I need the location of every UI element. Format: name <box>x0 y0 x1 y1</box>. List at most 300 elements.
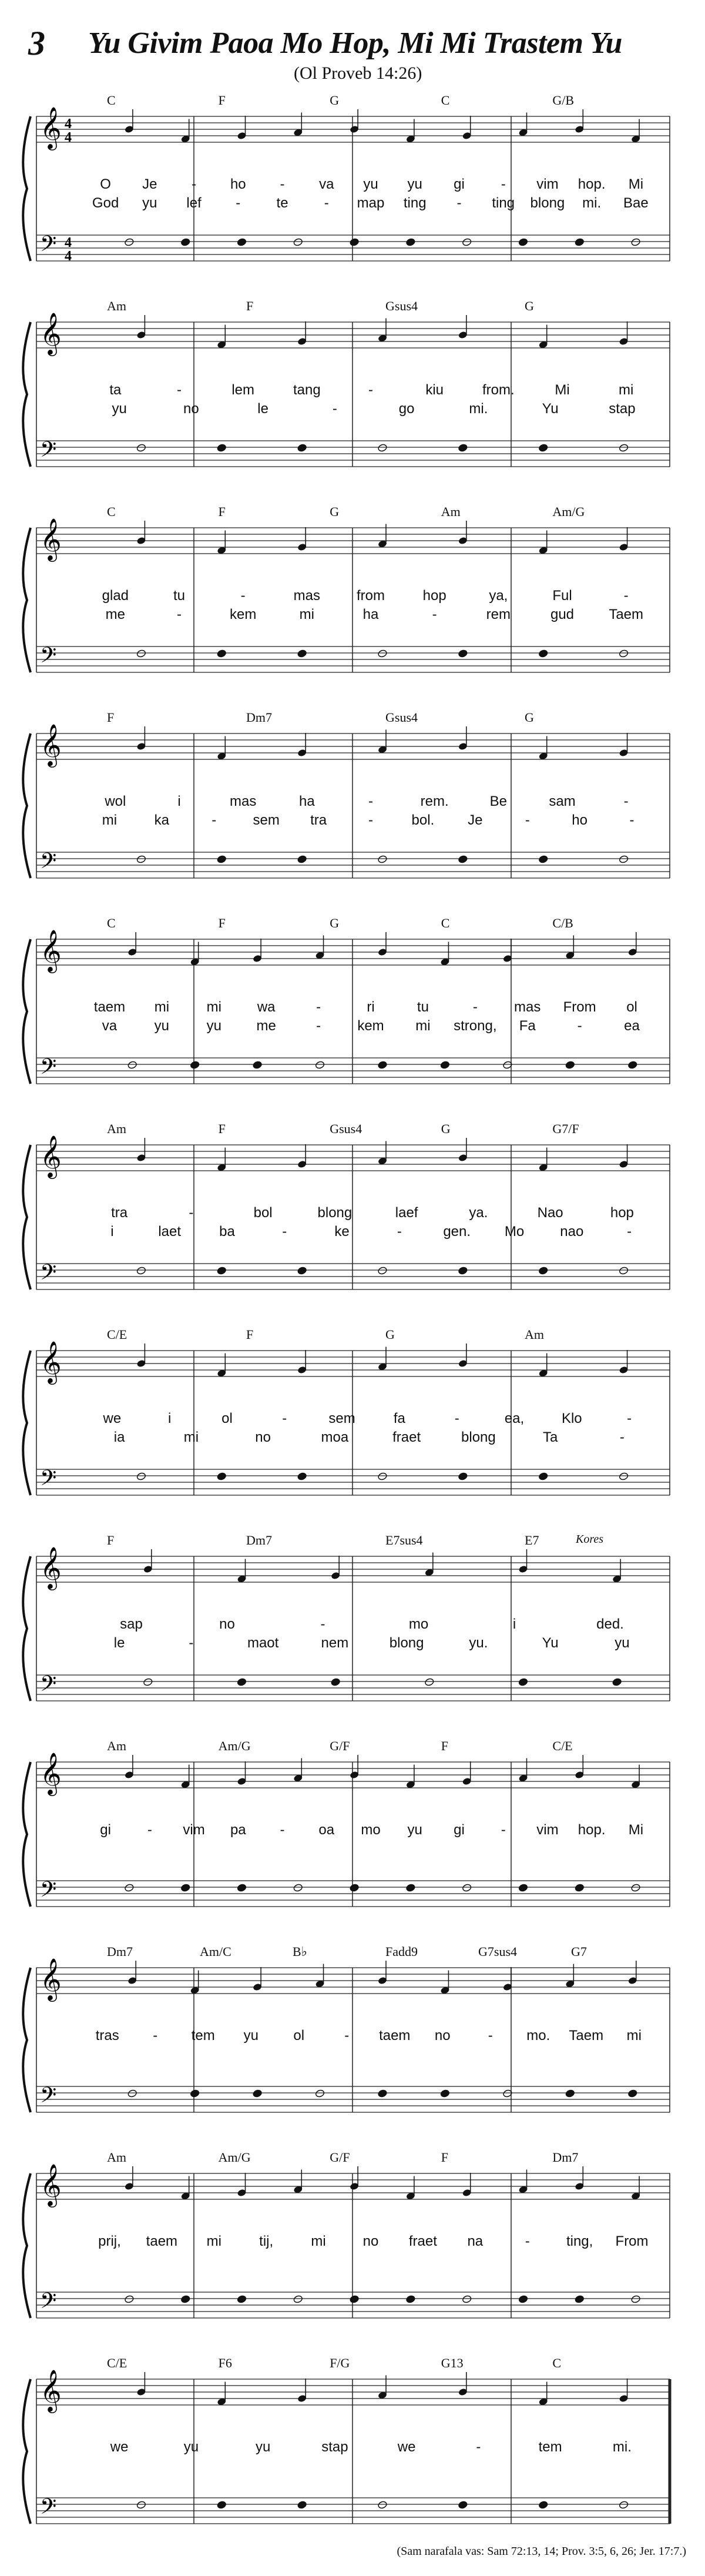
lyric-verse-2: - <box>577 1018 582 1034</box>
lyric-verse-2: Yu <box>542 1635 559 1651</box>
lyric-verse-1: From <box>615 2233 649 2249</box>
lyric-verse-1: gi <box>454 176 465 192</box>
chord-symbol: Am/G <box>218 1738 251 1753</box>
lyric-verse-2: strong, <box>454 1018 497 1034</box>
lyric-verse-1: O <box>100 176 111 192</box>
note-head <box>297 649 307 658</box>
lyric-verse-2: va <box>102 1018 118 1034</box>
chord-symbol: F <box>246 299 254 313</box>
lyric-verse-1: Mi <box>628 176 644 192</box>
staff-lines <box>0 294 705 500</box>
lyric-verse-1: - <box>368 382 373 398</box>
note-head <box>297 1472 307 1481</box>
note-head <box>237 1884 247 1892</box>
lyric-verse-1: ta <box>109 382 122 398</box>
chord-symbol: Dm7 <box>552 2150 579 2165</box>
lyric-verse-2: maot <box>247 1635 279 1651</box>
chord-symbol: G7sus4 <box>478 1944 518 1959</box>
chord-symbol: G <box>525 299 534 313</box>
lyric-verse-2: i <box>110 1224 114 1240</box>
chord-symbol: E7sus4 <box>385 1533 423 1547</box>
lyric-verse-1: tra <box>111 1205 128 1221</box>
lyric-verse-2: map <box>357 195 385 211</box>
lyric-verse-2: God <box>92 195 119 211</box>
note-head <box>565 1061 575 1070</box>
chord-symbol: F <box>107 1533 115 1547</box>
chord-symbol: Am <box>107 1121 126 1136</box>
lyric-verse-1: gi <box>454 1822 465 1838</box>
note-head <box>315 2089 325 2098</box>
note-head <box>458 1267 468 1275</box>
note-head <box>350 238 360 247</box>
note-head <box>538 1472 548 1481</box>
lyric-verse-1: Klo <box>561 1411 582 1426</box>
lyric-verse-1: sam <box>549 793 576 809</box>
note-head <box>378 1061 388 1070</box>
note-head <box>619 1472 629 1481</box>
chord-symbol: Dm7 <box>107 1944 133 1959</box>
note-head <box>424 1678 434 1687</box>
lyric-verse-2: yu <box>154 1018 170 1034</box>
note-head <box>565 2089 575 2098</box>
bass-clef-icon: 𝄢 <box>40 2494 57 2524</box>
lyric-verse-2: ting <box>403 195 427 211</box>
note-head <box>315 1061 325 1070</box>
lyric-verse-2: - <box>456 195 462 211</box>
lyric-verse-1: mo <box>408 1616 429 1632</box>
chord-symbol: C <box>107 93 116 108</box>
lyric-verse-1: - <box>147 1822 152 1838</box>
lyric-verse-1: mas <box>293 588 320 604</box>
bass-clef-icon: 𝄢 <box>40 1260 57 1290</box>
chord-symbol: G <box>330 93 340 108</box>
note-head <box>350 2295 360 2304</box>
score-system <box>0 911 705 1117</box>
note-head <box>378 1472 388 1481</box>
note-head <box>217 1472 227 1481</box>
note-head <box>217 1267 227 1275</box>
lyric-verse-2: gud <box>550 607 575 622</box>
lyric-verse-2: Mo <box>504 1224 525 1240</box>
lyric-verse-2: mi <box>183 1429 199 1445</box>
lyric-verse-1: mi <box>626 2028 642 2044</box>
lyric-verse-2: sem <box>253 812 280 828</box>
lyric-verse-1: ting, <box>566 2233 593 2249</box>
note-head <box>538 2501 548 2510</box>
lyric-verse-1: na <box>467 2233 484 2249</box>
lyric-verse-2: go <box>398 401 415 417</box>
note-head <box>217 649 227 658</box>
lyric-verse-1: we <box>103 1411 122 1426</box>
lyric-verse-1: - <box>320 1616 325 1632</box>
chord-symbol: F <box>246 1327 254 1342</box>
lyric-verse-1: ri <box>367 999 375 1015</box>
lyric-verse-2: - <box>525 812 530 828</box>
note-head <box>575 2295 585 2304</box>
lyric-verse-1: fa <box>393 1411 405 1426</box>
note-head <box>136 2501 146 2510</box>
lyric-verse-1: Mi <box>555 382 570 398</box>
note-head <box>127 2089 137 2098</box>
svg-text:4: 4 <box>65 249 72 264</box>
note-head <box>125 238 135 247</box>
lyric-verse-1: Ful <box>552 588 572 604</box>
lyric-verse-1: tij, <box>259 2233 274 2249</box>
chord-symbol: F/G <box>330 2356 350 2370</box>
lyric-verse-1: Be <box>489 793 508 809</box>
lyric-verse-1: ol <box>293 2028 305 2044</box>
note-head <box>619 2501 629 2510</box>
lyric-verse-1: Taem <box>569 2028 604 2044</box>
lyric-verse-2: me <box>105 607 125 622</box>
lyric-verse-2: mi <box>102 812 118 828</box>
chord-symbol: C <box>441 93 450 108</box>
lyric-verse-2: moa <box>321 1429 349 1445</box>
lyric-verse-2: ho <box>572 812 588 828</box>
score-system <box>0 1939 705 2145</box>
score-system <box>0 500 705 705</box>
chord-symbol: Dm7 <box>246 710 272 725</box>
lyric-verse-2: Taem <box>609 607 643 622</box>
note-head <box>538 444 548 453</box>
lyric-verse-1: - <box>280 176 285 192</box>
lyric-verse-1: - <box>476 2439 481 2455</box>
lyric-verse-2: - <box>368 812 373 828</box>
note-head <box>253 1061 263 1070</box>
lyric-verse-2: bol. <box>411 812 435 828</box>
lyric-verse-1: tem <box>191 2028 215 2044</box>
lyric-verse-1: mi <box>206 2233 221 2249</box>
lyric-verse-2: - <box>236 195 241 211</box>
lyric-verse-2: - <box>629 812 634 828</box>
bass-clef-icon: 𝄢 <box>40 2289 57 2319</box>
note-head <box>217 2501 227 2510</box>
chord-symbol: G <box>385 1327 395 1342</box>
lyric-verse-2: Yu <box>542 401 559 417</box>
chord-symbol: G <box>330 916 340 930</box>
lyric-verse-1: blong <box>317 1205 352 1221</box>
note-head <box>297 2501 307 2510</box>
lyric-verse-1: sap <box>120 1616 143 1632</box>
lyric-verse-1: - <box>454 1411 459 1426</box>
song-title: Yu Givim Paoa Mo Hop, Mi Mi Trastem Yu <box>88 26 622 60</box>
lyric-verse-1: wa <box>257 999 276 1015</box>
lyric-verse-1: pa <box>230 1822 246 1838</box>
chord-symbol: F <box>107 710 115 725</box>
chord-symbol: Fadd9 <box>385 1944 418 1959</box>
lyric-verse-2: gen. <box>443 1224 471 1240</box>
lyric-verse-1: ha <box>298 793 315 809</box>
lyric-verse-2: stap <box>609 401 636 417</box>
lyric-verse-2: mi. <box>469 401 488 417</box>
bass-clef-icon: 𝄢 <box>40 643 57 673</box>
score-system <box>0 705 705 911</box>
lyric-verse-1: - <box>501 176 506 192</box>
chord-symbol: Am <box>107 299 126 313</box>
lyric-verse-2: mi <box>415 1018 431 1034</box>
chord-symbol: C <box>107 504 116 519</box>
lyric-verse-2: ting <box>492 195 515 211</box>
lyric-verse-2: yu <box>615 1635 630 1651</box>
lyric-verse-1: no <box>434 2028 451 2044</box>
note-head <box>458 1472 468 1481</box>
lyric-verse-1: tras <box>95 2028 119 2044</box>
treble-clef-icon: 𝄞 <box>40 106 62 149</box>
lyric-verse-1: From <box>563 999 596 1015</box>
lyric-verse-1: tu <box>173 588 186 604</box>
score-system <box>0 1117 705 1322</box>
lyric-verse-1: ol <box>626 999 637 1015</box>
note-head <box>619 1267 629 1275</box>
lyric-verse-2: nem <box>321 1635 349 1651</box>
note-head <box>518 1884 528 1892</box>
system-brace <box>23 1351 31 1495</box>
lyric-verse-1: mo <box>361 1822 381 1838</box>
chord-symbol: G <box>330 504 340 519</box>
lyric-verse-2: lef <box>186 195 202 211</box>
lyric-verse-1: gi <box>100 1822 111 1838</box>
note-head <box>180 238 190 247</box>
note-head <box>217 855 227 864</box>
lyric-verse-1: hop. <box>578 1822 606 1838</box>
note-head <box>612 1678 622 1687</box>
chord-symbol: F <box>441 2150 449 2165</box>
note-head <box>378 649 388 658</box>
chord-symbol: Am/G <box>552 504 585 519</box>
lyric-verse-1: taem <box>379 2028 411 2044</box>
lyric-verse-1: yu <box>255 2439 271 2455</box>
lyric-verse-2: blong <box>530 195 565 211</box>
note-head <box>538 1267 548 1275</box>
chord-symbol: Am <box>525 1327 544 1342</box>
treble-clef-icon: 𝄞 <box>40 2369 62 2411</box>
note-head <box>538 649 548 658</box>
treble-clef-icon: 𝄞 <box>40 1134 62 1177</box>
lyric-verse-1: Nao <box>537 1205 563 1221</box>
note-head <box>619 444 629 453</box>
score-system <box>0 2351 705 2557</box>
system-brace <box>23 1762 31 1907</box>
lyric-verse-2: - <box>316 1018 321 1034</box>
lyric-verse-1: - <box>488 2028 493 2044</box>
lyric-verse-1: yu <box>407 176 422 192</box>
lyric-verse-1: vim <box>183 1822 205 1838</box>
note-head <box>136 649 146 658</box>
lyric-verse-1: - <box>316 999 321 1015</box>
note-head <box>378 855 388 864</box>
chord-symbol: Am/G <box>218 2150 251 2165</box>
system-brace <box>23 733 31 878</box>
lyric-verse-1: - <box>501 1822 506 1838</box>
chord-symbol: F <box>218 504 226 519</box>
lyric-verse-1: mi <box>154 999 170 1015</box>
system-brace <box>23 2173 31 2318</box>
lyric-verse-1: ya. <box>469 1205 488 1221</box>
chord-symbol: G <box>525 710 534 725</box>
lyric-verse-1: va <box>319 176 334 192</box>
lyric-verse-1: - <box>192 176 197 192</box>
note-head <box>462 2295 472 2304</box>
lyric-verse-1: tang <box>293 382 321 398</box>
lyric-verse-1: tu <box>417 999 429 1015</box>
lyric-verse-1: i <box>168 1411 172 1426</box>
note-head <box>125 2295 135 2304</box>
lyric-verse-2: blong <box>461 1429 496 1445</box>
note-head <box>331 1678 341 1687</box>
chord-symbol: Gsus4 <box>385 299 418 313</box>
bass-clef-icon: 𝄢 <box>40 1054 57 1084</box>
lyric-verse-2: - <box>332 401 337 417</box>
note-head <box>297 1267 307 1275</box>
note-head <box>136 1472 146 1481</box>
lyric-verse-2: ba <box>219 1224 235 1240</box>
lyric-verse-2: ke <box>334 1224 350 1240</box>
lyric-verse-1: bol <box>253 1205 273 1221</box>
note-head <box>575 1884 585 1892</box>
lyric-verse-1: lem <box>231 382 254 398</box>
chord-symbol: G/F <box>330 1738 350 1753</box>
staff-lines <box>0 1117 705 1322</box>
lyric-verse-1: - <box>189 1205 194 1221</box>
lyric-verse-1: laef <box>395 1205 418 1221</box>
lyric-verse-1: - <box>368 793 373 809</box>
note-head <box>619 855 629 864</box>
score-system <box>0 1734 705 1939</box>
note-head <box>293 238 303 247</box>
chord-symbol: B♭ <box>293 1944 308 1959</box>
lyric-verse-1: from <box>357 588 385 604</box>
lyric-verse-2: - <box>282 1224 287 1240</box>
lyric-verse-1: mi <box>618 382 634 398</box>
lyric-verse-2: no <box>255 1429 271 1445</box>
treble-clef-icon: 𝄞 <box>40 2163 62 2206</box>
lyric-verse-2: mi. <box>582 195 602 211</box>
note-head <box>575 238 585 247</box>
chord-symbol: Am/C <box>200 1944 231 1959</box>
note-head <box>440 2089 450 2098</box>
lyric-verse-2: fraet <box>392 1429 421 1445</box>
lyric-verse-1: ya, <box>489 588 508 604</box>
note-head <box>378 444 388 453</box>
lyric-verse-1: sem <box>328 1411 355 1426</box>
system-brace <box>23 116 31 261</box>
treble-clef-icon: 𝄞 <box>40 1340 62 1383</box>
lyric-verse-2: yu <box>206 1018 221 1034</box>
lyric-verse-1: - <box>153 2028 158 2044</box>
scripture-footnote: (Sam narafala vas: Sam 72:13, 14; Prov. 3:5, 6, 26; Jer. 17:7.) <box>397 2545 686 2558</box>
treble-clef-icon: 𝄞 <box>40 1546 62 1589</box>
note-head <box>440 1061 450 1070</box>
note-head <box>458 855 468 864</box>
svg-text:4: 4 <box>65 130 72 145</box>
chord-symbol: G/F <box>330 2150 350 2165</box>
lyric-verse-2: - <box>212 812 217 828</box>
lyric-verse-2: Je <box>468 812 483 828</box>
chord-symbol: Gsus4 <box>385 710 418 725</box>
note-head <box>378 2501 388 2510</box>
note-head <box>136 855 146 864</box>
lyric-verse-2: yu <box>112 401 127 417</box>
bass-clef-icon: 𝄢 <box>40 1466 57 1496</box>
lyric-verse-1: rem. <box>420 793 449 809</box>
lyric-verse-2: ha <box>362 607 379 622</box>
lyric-verse-1: glad <box>102 588 129 604</box>
lyric-verse-2: - <box>324 195 329 211</box>
lyric-verse-1: Mi <box>628 1822 644 1838</box>
note-head <box>378 1267 388 1275</box>
chord-symbol: F <box>218 916 226 930</box>
note-head <box>136 1267 146 1275</box>
system-brace <box>23 2379 31 2524</box>
lyric-verse-1: - <box>472 999 478 1015</box>
lyric-verse-2: ia <box>113 1429 125 1445</box>
lyric-verse-1: - <box>623 588 629 604</box>
note-head <box>406 1884 416 1892</box>
chord-symbol: Am <box>107 1738 126 1753</box>
lyric-verse-1: from. <box>482 382 515 398</box>
note-head <box>180 1884 190 1892</box>
score-system <box>0 1528 705 1734</box>
treble-clef-icon: 𝄞 <box>40 723 62 766</box>
system-brace <box>23 1145 31 1289</box>
lyric-verse-1: yu <box>183 2439 199 2455</box>
lyric-verse-1: tem <box>538 2439 562 2455</box>
chord-symbol: C/B <box>552 916 573 930</box>
note-head <box>631 238 641 247</box>
bass-clef-icon: 𝄢 <box>40 232 57 262</box>
lyric-verse-1: no <box>219 1616 235 1632</box>
lyric-verse-1: i <box>512 1616 516 1632</box>
chord-symbol: F6 <box>218 2356 232 2370</box>
note-head <box>631 1884 641 1892</box>
lyric-verse-1: we <box>110 2439 129 2455</box>
chord-symbol: G13 <box>441 2356 464 2370</box>
lyric-verse-2: Fa <box>519 1018 536 1034</box>
lyric-verse-1: wol <box>105 793 126 809</box>
lyric-verse-1: - <box>344 2028 350 2044</box>
lyric-verse-1: ol <box>221 1411 233 1426</box>
lyric-verse-1: ho <box>230 176 246 192</box>
lyric-verse-2: te <box>276 195 288 211</box>
lyric-verse-1: ea, <box>504 1411 525 1426</box>
note-head <box>458 2501 468 2510</box>
lyric-verse-1: taem <box>146 2233 178 2249</box>
lyric-verse-1: - <box>525 2233 530 2249</box>
note-head <box>293 2295 303 2304</box>
lyric-verse-1: kiu <box>425 382 444 398</box>
note-head <box>518 238 528 247</box>
lyric-verse-2: ea <box>624 1018 640 1034</box>
chord-symbol: G7 <box>571 1944 587 1959</box>
chorus-marker: Kores <box>576 1533 604 1546</box>
note-head <box>237 2295 247 2304</box>
system-brace <box>23 939 31 1084</box>
chord-symbol: Am <box>107 2150 126 2165</box>
score-system <box>0 2145 705 2351</box>
note-head <box>406 2295 416 2304</box>
note-head <box>627 2089 637 2098</box>
note-head <box>631 2295 641 2304</box>
lyric-verse-2: - <box>177 607 182 622</box>
chord-symbol: G7/F <box>552 1121 579 1136</box>
lyric-verse-1: - <box>280 1822 285 1838</box>
lyric-verse-2: Ta <box>542 1429 558 1445</box>
lyric-verse-1: mi <box>206 999 221 1015</box>
lyric-verse-2: nao <box>560 1224 584 1240</box>
treble-clef-icon: 𝄞 <box>40 311 62 354</box>
lyric-verse-1: mas <box>229 793 257 809</box>
svg-text:4: 4 <box>65 235 72 250</box>
